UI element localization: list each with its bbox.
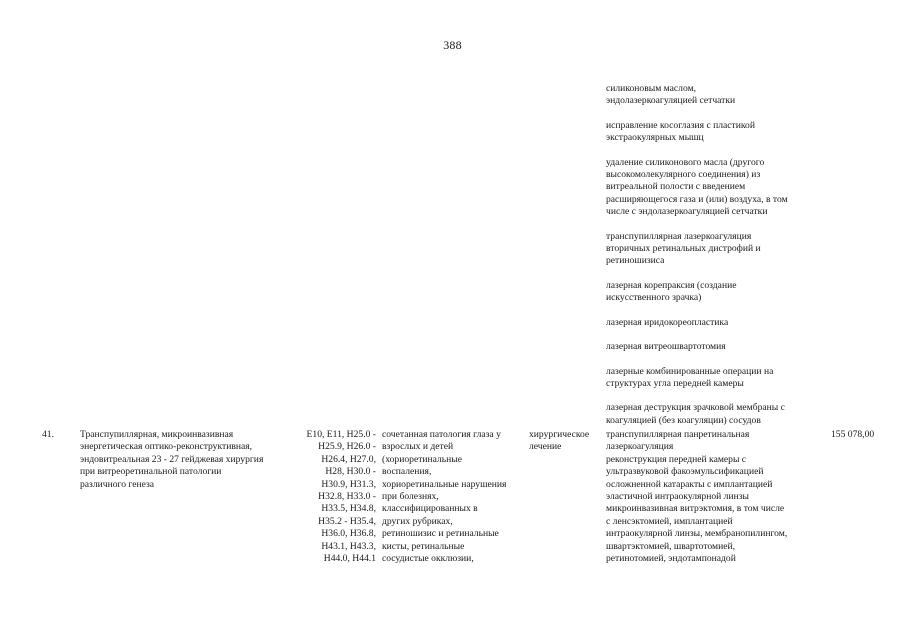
diagnosis-codes: E10, E11, H25.0 - H25.9, H26.0 - H26.4, H27.0, H28, H30.0 - H30.9, H31.3, H32.8, H33.0 - H33.5, H34.8, H35.2 - H35.4, H36.0, H36.8, H43.1, H43.3, H44.0, H44.1 (306, 429, 376, 565)
method-item: лазерная деструкция зрачковой мембраны с коагуляцией (без коагуляции) сосудов (606, 402, 785, 426)
page-number: 388 (443, 38, 462, 52)
method-item: транспупиллярная лазеркоагуляция вторичных ретинальных дистрофий и ретиношизиса (606, 230, 761, 267)
row-number: 41. (42, 429, 54, 440)
treatment-type: хирургическое лечение (529, 429, 590, 453)
method-item: лазерные комбинированные операции на структурах угла передней камеры (606, 365, 774, 389)
method-item: удаление силиконового масла (другого высокомолекулярного соединения) из витреальной полости с введением расширяющегося газа и (или) воздуха, в том числе с эндолазеркоагуляцией сетчатки (606, 156, 788, 218)
continued-treatment-methods (606, 83, 821, 439)
method-item: лазерная иридокореопластика (606, 316, 729, 328)
method-item: исправление косоглазия с пластикой экстраокулярных мышц (606, 119, 755, 144)
patient-model: сочетанная патология глаза у взрослых и детей (хориоретинальные воспаления, хориоретинальные нарушения при болезнях, классифицированных в других рубриках, ретиношизис и ретинальные кисты, ретинальные сосудистые окклюзии, (382, 429, 507, 565)
method-item: лазерная корепраксия (создание искусственного зрачка) (606, 279, 737, 304)
cost-value: 155 078,00 (831, 429, 875, 440)
procedure-name: Транспупиллярная, микроинвазивная энергетическая оптико-реконструктивная, эндовитреальная 23 - 27 гейджевая хирургия при витреоретинальной патологии различного генеза (80, 429, 264, 490)
treatment-method: транспупиллярная панретинальная лазеркоагуляция реконструкция передней камеры с ультразвуковой факоэмульсификацией осложненной катаракты с имплантацией эластичной интраокулярной линзы микроинвазивная витрэктомия, в том числе с ленсэктомией, имплантацией интраокулярной линзы, мембранопилингом, швартэктомией, швартотомией, ретинотомией, эндотампонадой (606, 429, 788, 565)
method-item: силиконовым маслом, эндолазеркоагуляцией сетчатки (606, 83, 736, 107)
method-item: лазерная витреошвартотомия (606, 341, 726, 353)
